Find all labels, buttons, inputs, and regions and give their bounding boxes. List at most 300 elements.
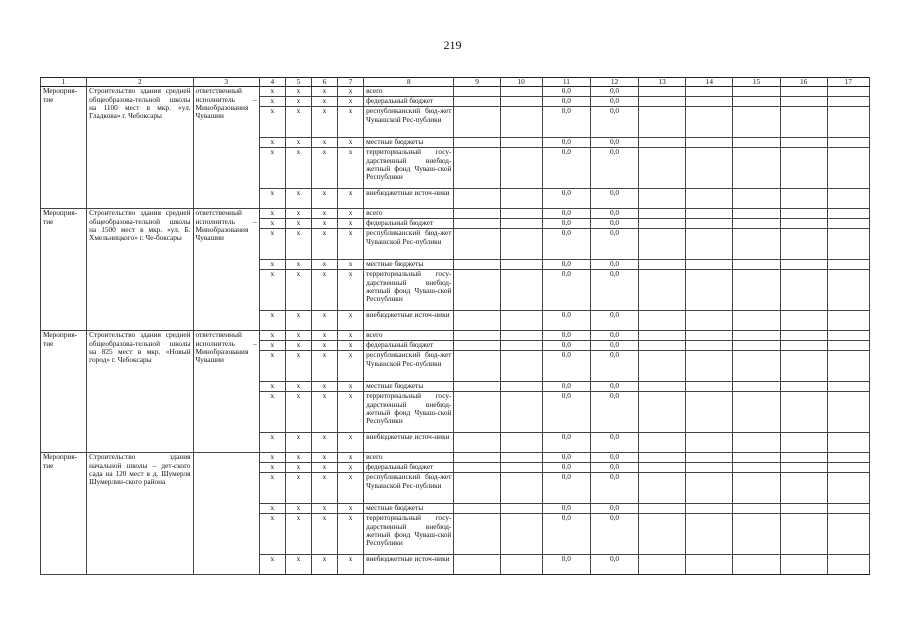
empty-cell	[827, 504, 869, 514]
value-cell: 0,0	[590, 107, 638, 138]
value-cell: 0,0	[590, 219, 638, 229]
event-type: Мероприя-тие	[41, 87, 87, 209]
value-cell: 0,0	[590, 555, 638, 575]
column-header: 3	[193, 78, 259, 87]
empty-cell	[639, 351, 686, 382]
empty-cell	[500, 270, 542, 311]
column-header: 9	[454, 78, 500, 87]
code-cell: х	[259, 311, 285, 331]
event-name: Строительство здания средней общеобразова-тельной школы на 1100 мест в мкр. «ул. Гладкова» г. Чебоксары	[87, 87, 193, 209]
code-cell: х	[259, 351, 285, 382]
empty-cell	[827, 351, 869, 382]
code-cell: х	[311, 341, 337, 351]
empty-cell	[454, 311, 500, 331]
empty-cell	[639, 219, 686, 229]
funding-source: республиканский бюд-жет Чувашской Рес-публики	[364, 229, 454, 260]
empty-cell	[827, 260, 869, 270]
code-cell: х	[311, 97, 337, 107]
code-cell: х	[259, 463, 285, 473]
empty-cell	[686, 433, 733, 453]
empty-cell	[639, 433, 686, 453]
empty-cell	[454, 148, 500, 189]
column-header: 16	[780, 78, 827, 87]
value-cell: 0,0	[542, 463, 590, 473]
value-cell: 0,0	[542, 433, 590, 453]
funding-source: всего	[364, 453, 454, 463]
column-header: 14	[686, 78, 733, 87]
empty-cell	[733, 148, 780, 189]
code-cell: х	[311, 229, 337, 260]
empty-cell	[639, 331, 686, 341]
code-cell: х	[285, 392, 311, 433]
empty-cell	[733, 473, 780, 504]
empty-cell	[639, 382, 686, 392]
empty-cell	[733, 311, 780, 331]
empty-cell	[733, 504, 780, 514]
empty-cell	[454, 514, 500, 555]
column-header: 8	[364, 78, 454, 87]
empty-cell	[827, 514, 869, 555]
empty-cell	[639, 189, 686, 209]
code-cell: х	[259, 209, 285, 219]
empty-cell	[733, 555, 780, 575]
value-cell: 0,0	[590, 473, 638, 504]
empty-cell	[639, 87, 686, 97]
empty-cell	[686, 209, 733, 219]
empty-cell	[639, 555, 686, 575]
value-cell: 0,0	[542, 219, 590, 229]
empty-cell	[780, 392, 827, 433]
empty-cell	[827, 311, 869, 331]
empty-cell	[780, 87, 827, 97]
code-cell: х	[259, 473, 285, 504]
empty-cell	[454, 138, 500, 148]
empty-cell	[639, 260, 686, 270]
empty-cell	[454, 331, 500, 341]
empty-cell	[500, 148, 542, 189]
value-cell: 0,0	[542, 311, 590, 331]
value-cell: 0,0	[590, 433, 638, 453]
value-cell: 0,0	[542, 260, 590, 270]
empty-cell	[780, 433, 827, 453]
column-header: 13	[639, 78, 686, 87]
code-cell: х	[338, 514, 364, 555]
value-cell: 0,0	[542, 87, 590, 97]
funding-source: федеральный бюджет	[364, 463, 454, 473]
code-cell: х	[259, 555, 285, 575]
empty-cell	[500, 138, 542, 148]
empty-cell	[639, 473, 686, 504]
empty-cell	[500, 209, 542, 219]
empty-cell	[780, 229, 827, 260]
empty-cell	[780, 351, 827, 382]
column-header: 4	[259, 78, 285, 87]
value-cell: 0,0	[590, 514, 638, 555]
empty-cell	[686, 270, 733, 311]
empty-cell	[827, 341, 869, 351]
code-cell: х	[311, 209, 337, 219]
value-cell: 0,0	[542, 148, 590, 189]
code-cell: х	[285, 260, 311, 270]
empty-cell	[454, 107, 500, 138]
empty-cell	[733, 107, 780, 138]
empty-cell	[733, 341, 780, 351]
empty-cell	[686, 107, 733, 138]
empty-cell	[686, 341, 733, 351]
value-cell: 0,0	[590, 392, 638, 433]
empty-cell	[454, 453, 500, 463]
empty-cell	[454, 433, 500, 453]
column-header: 7	[338, 78, 364, 87]
empty-cell	[733, 433, 780, 453]
code-cell: х	[259, 148, 285, 189]
empty-cell	[780, 260, 827, 270]
empty-cell	[686, 138, 733, 148]
empty-cell	[639, 341, 686, 351]
empty-cell	[500, 473, 542, 504]
event-executor	[193, 453, 259, 575]
empty-cell	[454, 555, 500, 575]
funding-source: республиканский бюд-жет Чувашской Рес-публики	[364, 351, 454, 382]
table-row	[41, 87, 870, 97]
table-row	[41, 453, 870, 463]
value-cell: 0,0	[542, 504, 590, 514]
empty-cell	[827, 555, 869, 575]
empty-cell	[733, 189, 780, 209]
value-cell: 0,0	[590, 270, 638, 311]
funding-source: местные бюджеты	[364, 138, 454, 148]
empty-cell	[686, 555, 733, 575]
code-cell: х	[311, 473, 337, 504]
event-type: Мероприя-тие	[41, 331, 87, 453]
empty-cell	[639, 148, 686, 189]
value-cell: 0,0	[590, 311, 638, 331]
empty-cell	[686, 229, 733, 260]
empty-cell	[780, 311, 827, 331]
funding-source: всего	[364, 209, 454, 219]
code-cell: х	[338, 219, 364, 229]
empty-cell	[827, 270, 869, 311]
empty-cell	[500, 504, 542, 514]
empty-cell	[686, 473, 733, 504]
page-number: 219	[443, 38, 462, 52]
code-cell: х	[285, 341, 311, 351]
empty-cell	[827, 209, 869, 219]
empty-cell	[500, 219, 542, 229]
value-cell: 0,0	[542, 189, 590, 209]
column-header: 2	[87, 78, 193, 87]
column-header: 17	[827, 78, 869, 87]
code-cell: х	[338, 453, 364, 463]
value-cell: 0,0	[590, 229, 638, 260]
code-cell: х	[338, 107, 364, 138]
empty-cell	[827, 473, 869, 504]
funding-source: территориальный госу-дарственный внебюд-жетный фонд Чуваш-ской Республики	[364, 392, 454, 433]
empty-cell	[780, 219, 827, 229]
empty-cell	[500, 331, 542, 341]
event-executor: ответственный исполнитель – Минобразования Чувашии	[193, 209, 259, 331]
empty-cell	[454, 504, 500, 514]
code-cell: х	[338, 473, 364, 504]
empty-cell	[500, 87, 542, 97]
funding-source: внебюджетные источ-ники	[364, 433, 454, 453]
value-cell: 0,0	[590, 209, 638, 219]
header-row	[41, 78, 870, 87]
event-executor: ответственный исполнитель – Минобразования Чувашии	[193, 87, 259, 209]
funding-source: федеральный бюджет	[364, 219, 454, 229]
funding-source: федеральный бюджет	[364, 97, 454, 107]
funding-source: территориальный госу-дарственный внебюд-жетный фонд Чуваш-ской Республики	[364, 514, 454, 555]
column-header: 6	[311, 78, 337, 87]
code-cell: х	[311, 138, 337, 148]
empty-cell	[733, 209, 780, 219]
funding-source: республиканский бюд-жет Чувашской Рес-публики	[364, 107, 454, 138]
empty-cell	[686, 514, 733, 555]
empty-cell	[780, 148, 827, 189]
empty-cell	[686, 97, 733, 107]
value-cell: 0,0	[590, 97, 638, 107]
code-cell: х	[338, 311, 364, 331]
code-cell: х	[338, 392, 364, 433]
value-cell: 0,0	[590, 504, 638, 514]
value-cell: 0,0	[590, 382, 638, 392]
funding-source: местные бюджеты	[364, 382, 454, 392]
empty-cell	[733, 392, 780, 433]
value-cell: 0,0	[590, 453, 638, 463]
empty-cell	[686, 311, 733, 331]
column-header: 15	[733, 78, 780, 87]
funding-source: внебюджетные источ-ники	[364, 189, 454, 209]
empty-cell	[639, 311, 686, 331]
empty-cell	[780, 473, 827, 504]
empty-cell	[827, 392, 869, 433]
empty-cell	[454, 189, 500, 209]
funding-source: местные бюджеты	[364, 504, 454, 514]
empty-cell	[780, 555, 827, 575]
value-cell: 0,0	[590, 331, 638, 341]
empty-cell	[733, 219, 780, 229]
value-cell: 0,0	[590, 260, 638, 270]
code-cell: х	[285, 504, 311, 514]
value-cell: 0,0	[542, 351, 590, 382]
code-cell: х	[259, 453, 285, 463]
value-cell: 0,0	[542, 209, 590, 219]
empty-cell	[454, 209, 500, 219]
code-cell: х	[285, 107, 311, 138]
empty-cell	[733, 97, 780, 107]
code-cell: х	[311, 87, 337, 97]
empty-cell	[454, 270, 500, 311]
code-cell: х	[259, 189, 285, 209]
empty-cell	[500, 453, 542, 463]
empty-cell	[686, 331, 733, 341]
funding-source: территориальный госу-дарственный внебюд-жетный фонд Чуваш-ской Республики	[364, 148, 454, 189]
empty-cell	[639, 97, 686, 107]
funding-source: территориальный госу-дарственный внебюд-жетный фонд Чуваш-ской Республики	[364, 270, 454, 311]
empty-cell	[639, 270, 686, 311]
empty-cell	[780, 97, 827, 107]
code-cell: х	[338, 87, 364, 97]
code-cell: х	[338, 433, 364, 453]
code-cell: х	[285, 209, 311, 219]
value-cell: 0,0	[542, 453, 590, 463]
empty-cell	[454, 260, 500, 270]
code-cell: х	[259, 504, 285, 514]
code-cell: х	[338, 138, 364, 148]
empty-cell	[827, 138, 869, 148]
event-executor: ответственный исполнитель – Минобразования Чувашии	[193, 331, 259, 453]
empty-cell	[454, 351, 500, 382]
code-cell: х	[285, 138, 311, 148]
empty-cell	[686, 148, 733, 189]
code-cell: х	[285, 331, 311, 341]
empty-cell	[780, 453, 827, 463]
empty-cell	[733, 270, 780, 311]
empty-cell	[454, 97, 500, 107]
code-cell: х	[338, 189, 364, 209]
code-cell: х	[285, 382, 311, 392]
empty-cell	[827, 219, 869, 229]
empty-cell	[500, 311, 542, 331]
column-header: 12	[590, 78, 638, 87]
code-cell: х	[338, 260, 364, 270]
budget-table	[40, 77, 870, 575]
empty-cell	[639, 392, 686, 433]
empty-cell	[454, 382, 500, 392]
value-cell: 0,0	[542, 138, 590, 148]
empty-cell	[733, 514, 780, 555]
value-cell: 0,0	[542, 341, 590, 351]
empty-cell	[827, 453, 869, 463]
code-cell: х	[338, 148, 364, 189]
value-cell: 0,0	[542, 229, 590, 260]
empty-cell	[827, 382, 869, 392]
empty-cell	[780, 341, 827, 351]
code-cell: х	[259, 97, 285, 107]
funding-source: всего	[364, 331, 454, 341]
empty-cell	[780, 514, 827, 555]
code-cell: х	[285, 433, 311, 453]
value-cell: 0,0	[542, 97, 590, 107]
empty-cell	[733, 331, 780, 341]
value-cell: 0,0	[542, 331, 590, 341]
empty-cell	[827, 97, 869, 107]
code-cell: х	[338, 504, 364, 514]
code-cell: х	[311, 189, 337, 209]
empty-cell	[780, 107, 827, 138]
code-cell: х	[338, 382, 364, 392]
code-cell: х	[285, 229, 311, 260]
code-cell: х	[311, 453, 337, 463]
empty-cell	[686, 351, 733, 382]
code-cell: х	[338, 341, 364, 351]
empty-cell	[686, 189, 733, 209]
empty-cell	[686, 260, 733, 270]
empty-cell	[686, 504, 733, 514]
empty-cell	[500, 514, 542, 555]
empty-cell	[827, 229, 869, 260]
empty-cell	[733, 260, 780, 270]
empty-cell	[780, 270, 827, 311]
code-cell: х	[285, 453, 311, 463]
empty-cell	[733, 87, 780, 97]
code-cell: х	[338, 331, 364, 341]
code-cell: х	[338, 209, 364, 219]
value-cell: 0,0	[542, 473, 590, 504]
empty-cell	[639, 138, 686, 148]
code-cell: х	[259, 341, 285, 351]
empty-cell	[500, 382, 542, 392]
code-cell: х	[259, 514, 285, 555]
code-cell: х	[311, 504, 337, 514]
event-name: Строительство здания средней общеобразова-тельной школы на 1500 мест в мкр. «ул. Б. Хмельницкого» г. Че-боксары	[87, 209, 193, 331]
funding-source: местные бюджеты	[364, 260, 454, 270]
code-cell: х	[311, 555, 337, 575]
empty-cell	[639, 463, 686, 473]
code-cell: х	[311, 260, 337, 270]
code-cell: х	[311, 148, 337, 189]
value-cell: 0,0	[590, 341, 638, 351]
code-cell: х	[311, 382, 337, 392]
empty-cell	[733, 382, 780, 392]
code-cell: х	[285, 148, 311, 189]
code-cell: х	[259, 331, 285, 341]
value-cell: 0,0	[590, 463, 638, 473]
empty-cell	[780, 189, 827, 209]
code-cell: х	[259, 87, 285, 97]
table-row	[41, 209, 870, 219]
empty-cell	[827, 148, 869, 189]
value-cell: 0,0	[590, 87, 638, 97]
empty-cell	[500, 341, 542, 351]
event-name: Строительство здания средней общеобразова-тельной школы на 825 мест в мкр. «Новый город» г. Чебоксары	[87, 331, 193, 453]
event-name: Строительство здания начальной школы – дет-ского сада на 120 мест в д. Шумерля Шумерлин-ского района	[87, 453, 193, 575]
funding-source: внебюджетные источ-ники	[364, 311, 454, 331]
code-cell: х	[259, 229, 285, 260]
empty-cell	[780, 331, 827, 341]
empty-cell	[454, 463, 500, 473]
code-cell: х	[285, 189, 311, 209]
empty-cell	[686, 392, 733, 433]
empty-cell	[780, 463, 827, 473]
empty-cell	[733, 351, 780, 382]
code-cell: х	[259, 138, 285, 148]
empty-cell	[827, 463, 869, 473]
empty-cell	[686, 87, 733, 97]
empty-cell	[780, 209, 827, 219]
empty-cell	[454, 341, 500, 351]
empty-cell	[827, 189, 869, 209]
code-cell: х	[259, 433, 285, 453]
code-cell: х	[311, 392, 337, 433]
empty-cell	[780, 382, 827, 392]
code-cell: х	[259, 392, 285, 433]
code-cell: х	[285, 219, 311, 229]
empty-cell	[733, 453, 780, 463]
empty-cell	[686, 382, 733, 392]
code-cell: х	[259, 260, 285, 270]
empty-cell	[500, 107, 542, 138]
code-cell: х	[285, 514, 311, 555]
empty-cell	[500, 463, 542, 473]
code-cell: х	[285, 351, 311, 382]
funding-source: республиканский бюд-жет Чувашской Рес-публики	[364, 473, 454, 504]
empty-cell	[639, 229, 686, 260]
empty-cell	[827, 107, 869, 138]
empty-cell	[733, 463, 780, 473]
value-cell: 0,0	[590, 189, 638, 209]
empty-cell	[639, 514, 686, 555]
